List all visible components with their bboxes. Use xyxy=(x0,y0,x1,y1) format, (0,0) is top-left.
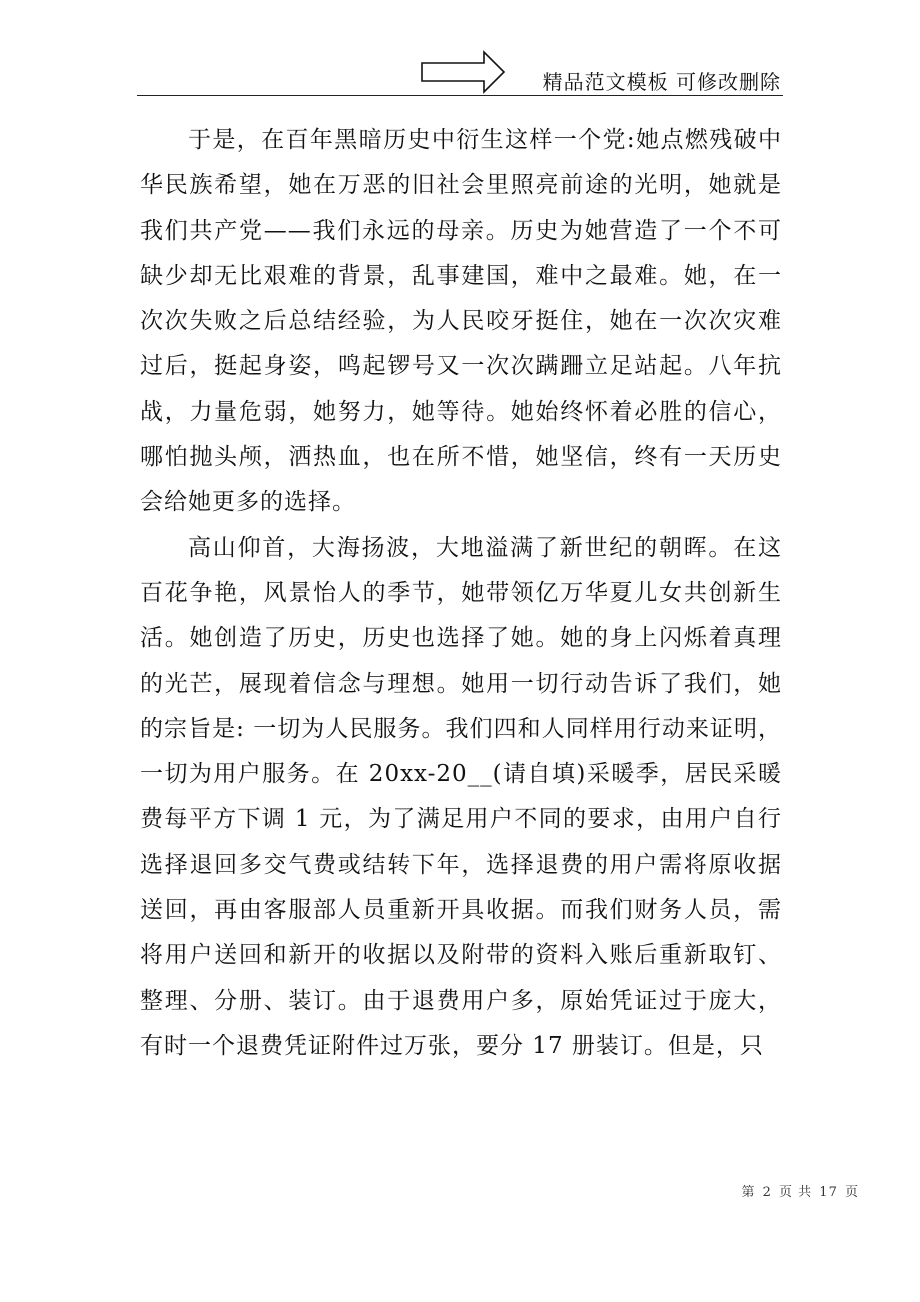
document-body xyxy=(140,118,782,1069)
paragraph: 于是，在百年黑暗历史中衍生这样一个党:她点燃残破中华民族希望，她在万恶的旧社会里照亮前途的光明，她就是我们共产党——我们永远的母亲。历史为她营造了一个不可缺少却无比艰难的背景，乱事建国，难中之最难。她，在一次次失败之后总结经验，为人民咬牙挺住，她在一次次灾难过后，挺起身姿，鸣起锣号又一次次蹒跚立足站起。八年抗战，力量危弱，她努力，她等待。她始终怀着必胜的信心，哪怕抛头颅，洒热血，也在所不惜，她坚信，终有一天历史会给她更多的选择。 xyxy=(140,127,782,516)
header-title: 精品范文模板 可修改删除 xyxy=(542,70,781,94)
footer-middle: 页 共 xyxy=(779,1185,813,1200)
footer-suffix: 页 xyxy=(844,1185,859,1200)
paragraph: 高山仰首，大海扬波，大地溢满了新世纪的朝晖。在这百花争艳，风景怡人的季节，她带领亿万华夏儿女共创新生活。她创造了历史，历史也选择了她。她的身上闪烁着真理的光芒，展现着信念与理想。她用一切行动告诉了我们，她的宗旨是: 一切为人民服务。我们四和人同样用行动来证明，一切为用户服务。在 20xx-20__(请自填)采暖季，居民采暖费每平方下调 1 元，为了满足用户不同的要求，由用户自行选择退回多交气费或结转下年，选择退费的用户需将原收据送回，再由客服部人员重新开具收据。而我们财务人员，需将用户送回和新开的收据以及附带的资料入账后重新取钉、整理、分册、装订。由于退费用户多，原始凭证过于庞大，有时一个退费凭证附件过万张，要分 17 册装订。但是，只 xyxy=(140,534,782,1059)
right-arrow-outline-icon xyxy=(420,50,506,94)
footer-current-page: 2 xyxy=(762,1185,772,1200)
page-number-footer xyxy=(740,1181,860,1200)
header-divider xyxy=(137,95,783,96)
page-header xyxy=(137,48,783,98)
footer-total-pages: 17 xyxy=(819,1185,838,1200)
footer-prefix: 第 xyxy=(741,1185,756,1200)
